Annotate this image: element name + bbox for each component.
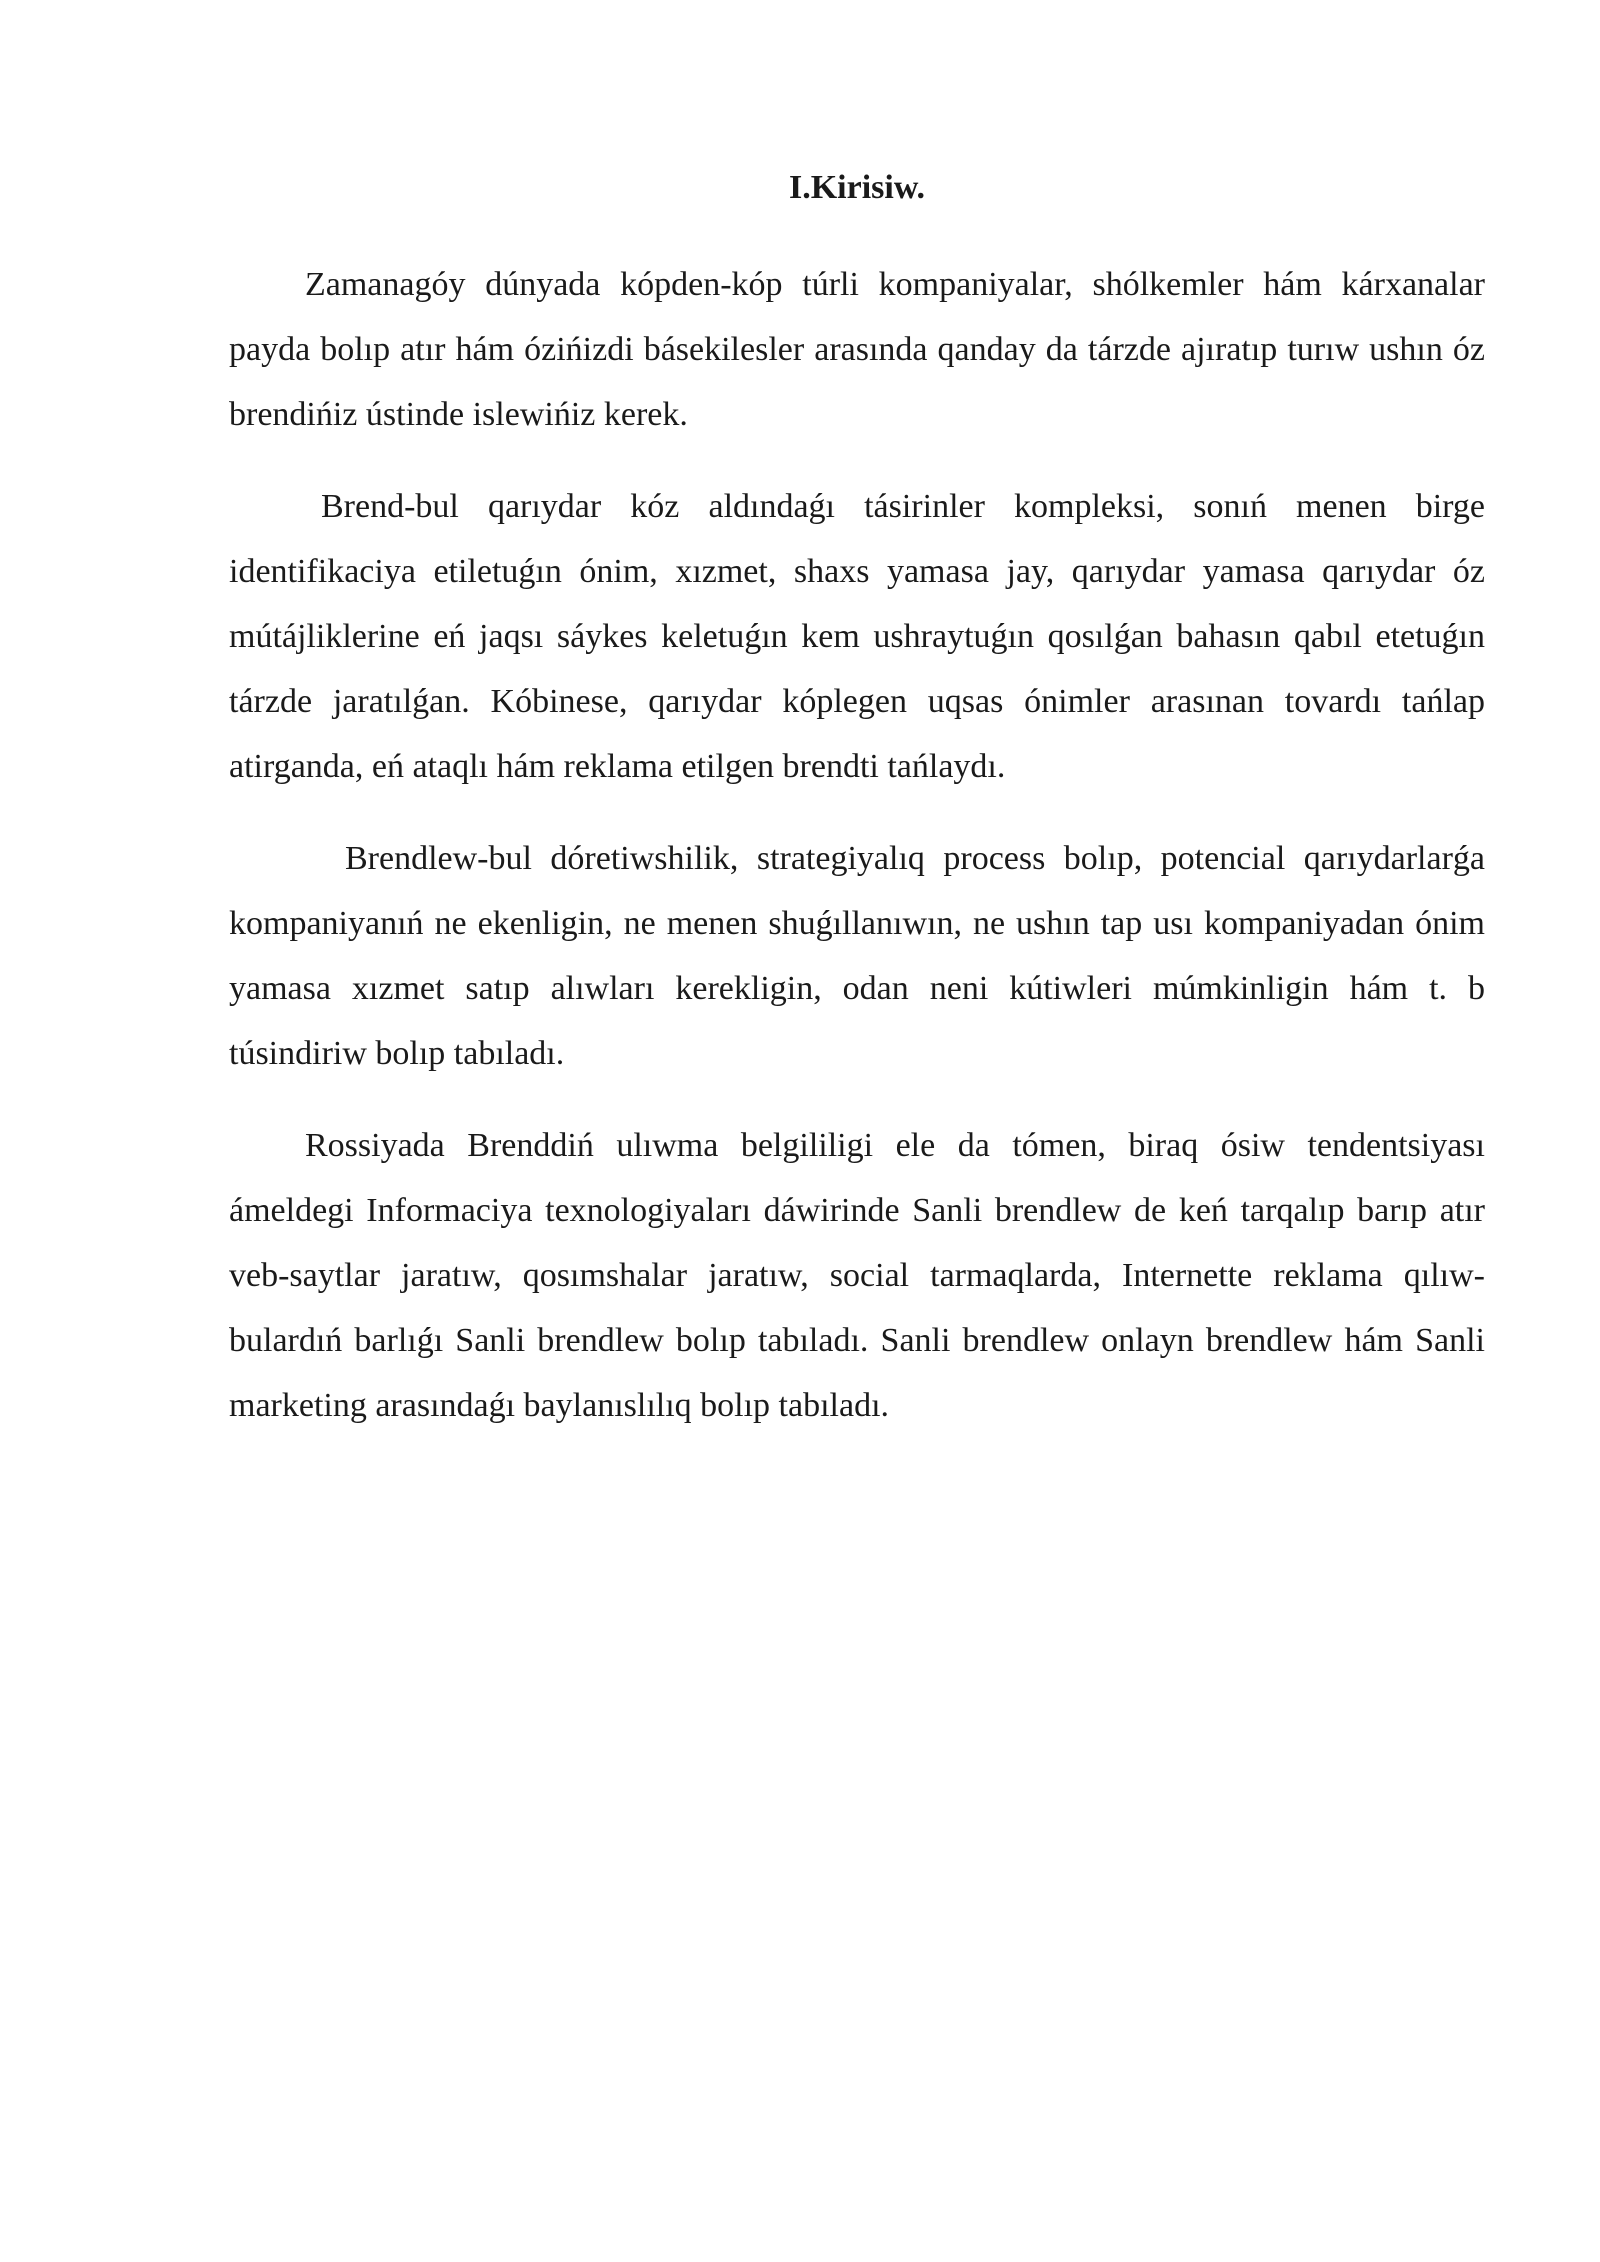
paragraph-4: Rossiyada Brenddiń ulıwma belgililigi ele da tómen, biraq ósiw tendentsiyası ámeldegi Informaciya texnologiyaları dáwirinde Sanli brendlew de keń tarqalıp barıp atır veb-saytlar jaratıw, qosımshalar jaratıw, social tarmaqlarda, Internette reklama qılıw-bulardıń barlıǵı Sanli brendlew bolıp tabıladı. Sanli brendlew onlayn brendlew hám Sanli marketing arasındaǵı baylanıslılıq bolıp tabıladı. xyxy=(229,1127,1485,1424)
paragraph-2: Brend-bul qarıydar kóz aldındaǵı tásirinler kompleksi, sonıń menen birge identifikaciya etiletuǵın ónim, xızmet, shaxs yamasa jay, qarıydar yamasa qarıydar óz mútájliklerine eń jaqsı sáykes keletuǵın kem ushraytuǵın qosılǵan bahasın qabıl etetuǵın tárzde jaratılǵan. Kóbinese, qarıydar kóplegen uqsas ónimler arasınan tovardı tańlap atirganda, eń ataqlı hám reklama etilgen brendti tańlaydı. xyxy=(229,488,1485,785)
paragraph-3: Brendlew-bul dóretiwshilik, strategiyalıq process bolıp, potencial qarıydarlarǵa kompaniyanıń ne ekenligin, ne menen shuǵıllanıwın, ne ushın tap usı kompaniyadan ónim yamasa xızmet satıp alıwları kerekligin, odan neni kútiwleri múmkinligin hám t. b túsindiriw bolıp tabıladı. xyxy=(229,840,1485,1072)
page-content xyxy=(229,168,1485,1465)
paragraph-1: Zamanagóy dúnyada kópden-kóp túrli kompaniyalar, shólkemler hám kárxanalar payda bolıp atır hám ózińizdi básekilesler arasında qanday da tárzde ajıratıp turıw ushın óz brendińiz ústinde islewińiz kerek. xyxy=(229,266,1485,433)
section-heading: I.Kirisiw. xyxy=(788,169,926,206)
